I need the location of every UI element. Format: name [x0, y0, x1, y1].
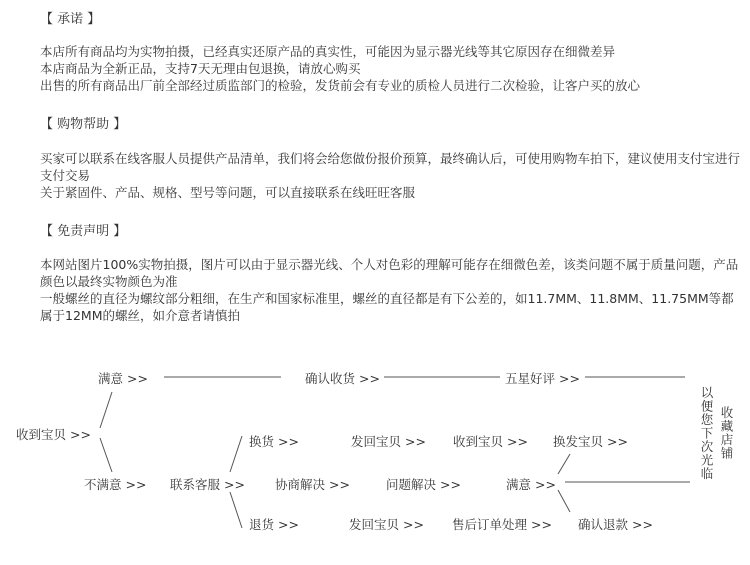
help-line-1: 买家可以联系在线客服人员提供产品清单，我们将会给您做份报价预算，最终确认后，可使用购物车拍下，建议使用支付宝进行支付交易 — [40, 151, 741, 183]
flow-favorite-shop: 收藏店铺 — [719, 406, 734, 460]
flow-exchange: 换货 >> — [249, 434, 299, 449]
flow-send-back-2: 发回宝贝 >> — [349, 517, 424, 532]
disclaimer-title: 【 免责声明 】 — [40, 224, 127, 239]
flow-satisfied: 满意 >> — [98, 371, 148, 386]
connector-received-satisfied — [100, 392, 112, 428]
connector-resend-satisfied — [558, 454, 570, 474]
promise-line-2: 本店商品为全新正品，支持7天无理由包退换，请放心购买 — [40, 61, 361, 76]
flow-resend: 换发宝贝 >> — [553, 434, 628, 449]
flow-received: 收到宝贝 >> — [16, 427, 91, 442]
flow-resolved: 问题解决 >> — [386, 477, 461, 492]
promise-title: 【 承诺 】 — [40, 12, 101, 27]
flow-return: 退货 >> — [249, 517, 299, 532]
flow-send-back-1: 发回宝贝 >> — [351, 434, 426, 449]
promise-line-3: 出售的所有商品出厂前全部经过质监部门的检验，发货前会有专业的质检人员进行二次检验，让客户买的放心 — [40, 78, 641, 93]
flow-negotiate: 协商解决 >> — [275, 477, 350, 492]
flow-contact-service: 联系客服 >> — [170, 477, 245, 492]
disclaimer-line-2: 一般螺丝的直径为螺纹部分粗细，在生产和国家标准里，螺丝的直径都是有下公差的，如11.7MM、11.8MM、11.75MM等都属于12MM的螺丝，如介意者请慎拍 — [40, 291, 734, 323]
connector-service-return — [230, 492, 242, 528]
flow-satisfied-2: 满意 >> — [506, 477, 556, 492]
connector-service-exchange — [230, 436, 242, 472]
help-line-2: 关于紧固件、产品、规格、型号等问题，可以直接联系在线旺旺客服 — [40, 185, 416, 200]
connector-refund-satisfied — [558, 490, 570, 512]
flow-after-sale: 售后订单处理 >> — [452, 517, 552, 532]
disclaimer-line-1: 本网站图片100%实物拍摄，图片可以由于显示器光线、个人对色彩的理解可能存在细微色差，该类问题不属于质量问题，产品颜色以最终实物颜色为准 — [40, 257, 739, 289]
connector-received-unsatisfied — [100, 438, 112, 472]
flow-received-2: 收到宝贝 >> — [453, 434, 528, 449]
help-title: 【 购物帮助 】 — [40, 117, 127, 132]
flow-next-visit: 以便您下次光临 — [699, 386, 714, 481]
flow-unsatisfied: 不满意 >> — [84, 477, 147, 492]
promise-line-1: 本店所有商品均为实物拍摄，已经真实还原产品的真实性，可能因为显示器光线等其它原因存在细微差异 — [40, 44, 616, 59]
flow-confirm-receipt: 确认收货 >> — [305, 371, 380, 386]
flow-five-star: 五星好评 >> — [505, 371, 580, 386]
flow-confirm-refund: 确认退款 >> — [578, 517, 653, 532]
